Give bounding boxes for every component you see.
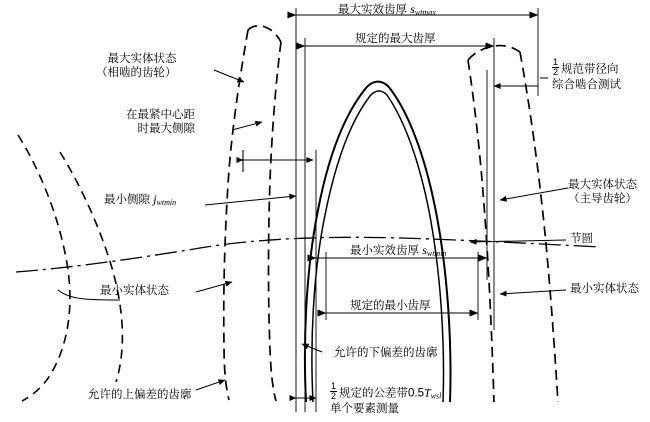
label-max-effective-symbol: s — [410, 2, 415, 16]
label-max-material-driving-line1: 最大实体状态 — [568, 179, 637, 191]
label-min-effective-sub: wtmin — [426, 249, 447, 258]
dashed-mating-tooth-right-flank — [269, 42, 282, 401]
label-max-effective-sub: wtmax — [414, 8, 436, 17]
label-half-radial-composite-test — [552, 58, 621, 92]
label-tolerance-band-line1 — [330, 382, 441, 402]
fraction-one-half — [552, 58, 559, 78]
leader-max-material-driving — [500, 188, 568, 200]
dashed-right-profile-outer — [468, 60, 494, 402]
label-allowed-lower-deviation-profile: 允许的下偏差的齿廓 — [334, 347, 438, 359]
label-min-backlash-sub: wtmin — [156, 198, 177, 207]
label-min-material-left: 最小实体状态 — [100, 285, 169, 297]
label-half-radial-line1 — [552, 58, 621, 78]
fraction-numerator: 1 — [553, 57, 559, 67]
fraction-denominator-2: 2 — [331, 391, 337, 402]
leader-max-material-mating — [214, 70, 244, 82]
label-tolerance-band-symbol: T — [424, 385, 431, 400]
label-max-material-driving-line2: （主导齿轮） — [568, 193, 637, 206]
label-min-effective-thickness — [350, 243, 446, 259]
leader-min-backlash — [205, 196, 296, 205]
label-tolerance-band — [330, 382, 441, 416]
dashed-mating-tooth-tip — [248, 26, 281, 42]
label-half-radial-text1: 规范带径向 — [561, 63, 619, 76]
pitch-circle-line — [16, 237, 600, 272]
label-specified-min-thickness: 规定的最小齿厚 — [350, 300, 431, 312]
label-min-backlash-text: 最小侧隙 — [104, 194, 150, 206]
label-min-backlash-symbol: j — [153, 192, 157, 206]
label-max-material-driving — [568, 178, 637, 207]
label-tolerance-band-value: 0.5 — [408, 387, 425, 400]
dashed-mating-tooth-left-flank — [224, 30, 248, 400]
label-max-material-mating-line2: （相啮的齿轮） — [96, 67, 177, 80]
leader-tightest-backlash — [232, 122, 262, 130]
label-tolerance-band-line2: 单个要素测量 — [330, 402, 399, 415]
label-max-effective-thickness — [338, 2, 436, 18]
label-tightest-center-backlash — [126, 108, 195, 137]
label-min-effective-symbol: s — [422, 243, 427, 257]
leader-min-material-right — [500, 290, 566, 294]
label-specified-max-thickness: 规定的最大齿厚 — [355, 33, 436, 45]
leader-upper-dev — [196, 380, 225, 390]
label-allowed-upper-deviation-profile: 允许的上偏差的齿廓 — [88, 389, 192, 401]
label-max-effective-text: 最大实效齿厚 — [338, 4, 407, 16]
label-max-material-mating-line1: 最大实体状态 — [107, 53, 177, 65]
label-tolerance-band-sub: wsl — [430, 391, 442, 401]
label-tightest-center-backlash-line2: 时最大侧隙 — [137, 123, 195, 136]
label-tightest-center-backlash-line1: 在最紧中心距 — [126, 109, 195, 121]
label-max-material-mating — [96, 52, 177, 81]
fraction-one-half-2 — [330, 382, 337, 402]
leader-min-material-left — [196, 282, 232, 292]
label-pitch-circle: 节圆 — [570, 233, 593, 245]
dashed-right-profile-inner — [520, 52, 558, 402]
label-half-radial-line2: 综合啮合测试 — [552, 78, 621, 91]
label-min-effective-text: 最小实效齿厚 — [350, 245, 419, 257]
fraction-numerator-2: 1 — [331, 381, 337, 391]
label-min-material-right: 最小实体状态 — [570, 283, 639, 295]
label-tolerance-band-pre: 规定的公差带 — [339, 387, 409, 400]
label-min-backlash — [104, 192, 176, 208]
fraction-denominator: 2 — [553, 67, 559, 78]
